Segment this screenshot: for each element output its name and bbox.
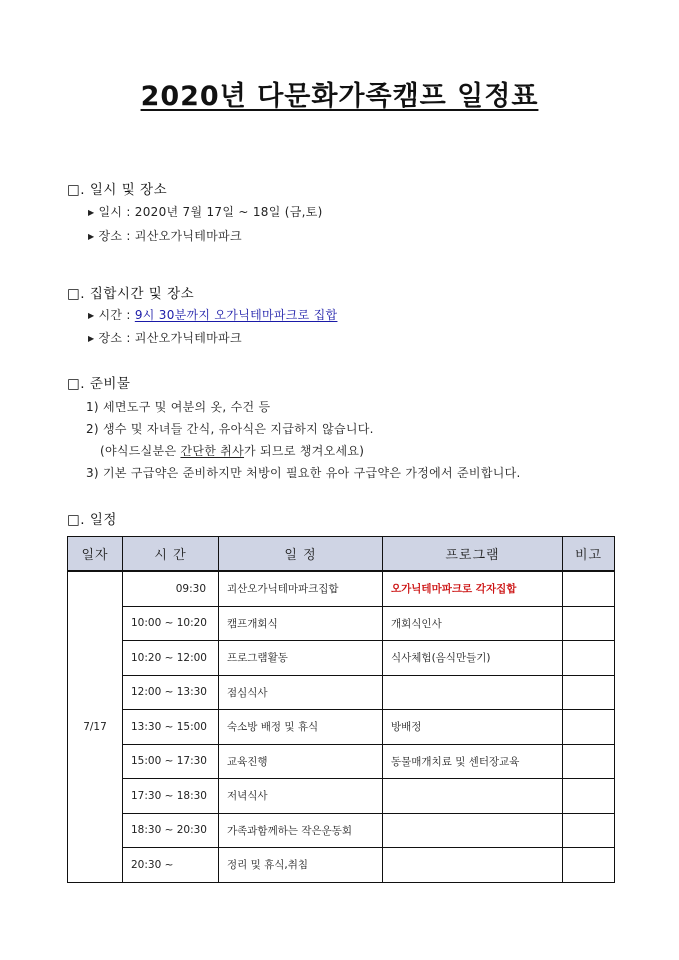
prep-note-underlined: 간단한 취사: [180, 444, 245, 458]
program-cell: 오가닉테마파크로 각자집합: [383, 571, 563, 606]
table-row: [68, 606, 615, 641]
gather-time-line: [88, 306, 337, 323]
program-cell: 방배정: [383, 710, 563, 745]
table-row: [68, 744, 615, 779]
time-cell: 17:30 ~ 18:30: [123, 779, 219, 814]
gather-time-value: 9시 30분까지 오가닉테마파크로 집합: [134, 308, 338, 322]
datetime-line: [88, 203, 323, 220]
table-row: [68, 641, 615, 676]
note-cell: [563, 641, 615, 676]
note-cell: [563, 779, 615, 814]
note-cell: [563, 571, 615, 606]
prep-note-suffix: 가 되므로 챙겨오세요): [244, 444, 365, 458]
time-cell: 09:30: [123, 571, 219, 606]
section-heading-gather: [67, 282, 194, 302]
section-heading-text: □. 준비물: [67, 376, 131, 392]
header-time: 시 간: [123, 537, 219, 572]
plan-cell: 숙소방 배정 및 휴식: [219, 710, 383, 745]
table-row: [68, 675, 615, 710]
gather-place-line: [88, 329, 242, 346]
header-note: 비고: [563, 537, 615, 572]
prep-item-3: 3) 기본 구급약은 준비하지만 처방이 필요한 유아 구급약은 가정에서 준비합니다.: [86, 466, 521, 480]
program-cell: [383, 813, 563, 848]
bullet-triangle-icon: ▶: [88, 311, 95, 320]
gather-time-label: 시간 :: [98, 308, 135, 322]
program-cell: 식사체험(음식만들기): [383, 641, 563, 676]
plan-cell: 가족과함께하는 작은운동회: [219, 813, 383, 848]
page-title-text: 2020년 다문화가족캠프 일정표: [140, 81, 539, 112]
section-heading-prep: [67, 372, 130, 392]
prep-note-prefix: (야식드실분은: [100, 444, 181, 458]
note-cell: [563, 710, 615, 745]
section-heading-text: □. 일정: [67, 512, 117, 528]
header-plan: 일 정: [219, 537, 383, 572]
bullet-triangle-icon: ▶: [88, 334, 95, 343]
header-day: 일자: [68, 537, 123, 572]
note-cell: [563, 675, 615, 710]
table-row: [68, 571, 615, 606]
note-cell: [563, 744, 615, 779]
time-cell: 13:30 ~ 15:00: [123, 710, 219, 745]
table-row: [68, 710, 615, 745]
plan-cell: 점심식사: [219, 675, 383, 710]
page-title: [0, 74, 679, 113]
program-cell: 개회식인사: [383, 606, 563, 641]
note-cell: [563, 848, 615, 883]
note-cell: [563, 606, 615, 641]
time-cell: 10:20 ~ 12:00: [123, 641, 219, 676]
table-header-row: [68, 537, 615, 572]
bullet-triangle-icon: ▶: [88, 232, 95, 241]
program-cell: [383, 848, 563, 883]
section-heading-datetime: [67, 178, 167, 198]
prep-item-1: 1) 세면도구 및 여분의 옷, 수건 등: [86, 400, 271, 414]
place-text: 장소 : 괴산오가닉테마파크: [98, 229, 242, 243]
day-cell: 7/17: [68, 571, 123, 882]
program-cell: 동물매개치료 및 센터장교육: [383, 744, 563, 779]
place-line: [88, 227, 242, 244]
header-program: 프로그램: [383, 537, 563, 572]
schedule-table: [67, 536, 615, 883]
time-cell: 12:00 ~ 13:30: [123, 675, 219, 710]
plan-cell: 교육진행: [219, 744, 383, 779]
plan-cell: 정리 및 휴식,취침: [219, 848, 383, 883]
section-heading-text: □. 일시 및 장소: [67, 182, 168, 198]
section-heading-schedule: [67, 508, 117, 528]
plan-cell: 프로그램활동: [219, 641, 383, 676]
plan-cell: 괴산오가닉테마파크집합: [219, 571, 383, 606]
bullet-triangle-icon: ▶: [88, 208, 95, 217]
plan-cell: 저녁식사: [219, 779, 383, 814]
datetime-text: 일시 : 2020년 7월 17일 ~ 18일 (금,토): [98, 205, 323, 219]
time-cell: 15:00 ~ 17:30: [123, 744, 219, 779]
program-cell: [383, 675, 563, 710]
table-row: [68, 813, 615, 848]
table-row: [68, 848, 615, 883]
section-heading-text: □. 집합시간 및 장소: [67, 286, 195, 302]
note-cell: [563, 813, 615, 848]
plan-cell: 캠프개회식: [219, 606, 383, 641]
gather-place-text: 장소 : 괴산오가닉테마파크: [98, 331, 242, 345]
table-row: [68, 779, 615, 814]
prep-item-2: 2) 생수 및 자녀들 간식, 유아식은 지급하지 않습니다.: [86, 422, 374, 436]
time-cell: 20:30 ~: [123, 848, 219, 883]
time-cell: 10:00 ~ 10:20: [123, 606, 219, 641]
prep-note: [100, 442, 364, 459]
program-cell: [383, 779, 563, 814]
time-cell: 18:30 ~ 20:30: [123, 813, 219, 848]
